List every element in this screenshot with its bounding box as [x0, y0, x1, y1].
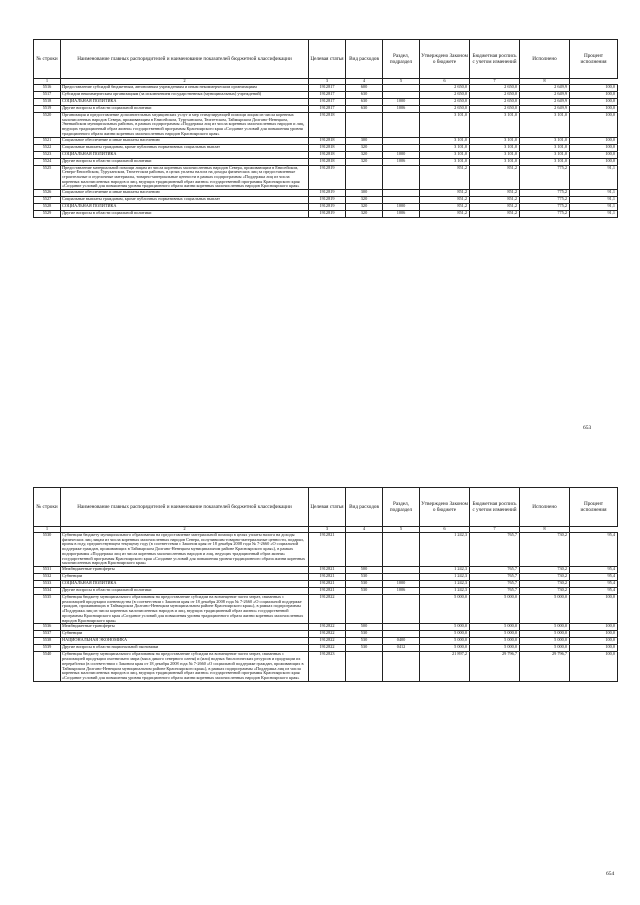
- target-article-cell: 1912822: [309, 638, 346, 645]
- schedule-amount-cell: 2 650,0: [470, 85, 520, 92]
- schedule-amount-cell: 5 000,0: [470, 645, 520, 652]
- schedule-amount-cell: 851,2: [470, 204, 520, 211]
- approved-amount-cell: 851,2: [420, 190, 470, 197]
- target-article-cell: 1912818: [309, 144, 346, 151]
- section-cell: 1006: [383, 211, 420, 218]
- row-number-cell: 5530: [34, 533, 61, 567]
- schedule-amount-cell: 3 101,0: [470, 113, 520, 138]
- budget-table: [33, 487, 618, 682]
- row-name-cell: СОЦИАЛЬНАЯ ПОЛИТИКА: [61, 99, 309, 106]
- schedule-amount-cell: 3 101,0: [470, 151, 520, 158]
- executed-amount-cell: 3 101,0: [520, 137, 570, 144]
- section-cell: 1000: [383, 99, 420, 106]
- expense-type-cell: 500: [346, 567, 383, 574]
- section-cell: [383, 652, 420, 681]
- table-row: [34, 595, 618, 624]
- schedule-amount-cell: 29 796,7: [470, 652, 520, 681]
- col-number: 3: [309, 527, 346, 533]
- col-number: 4: [346, 527, 383, 533]
- target-article-cell: 1912818: [309, 137, 346, 144]
- row-number-cell: 5523: [34, 151, 61, 158]
- table-row: [34, 92, 618, 99]
- table-row: [34, 631, 618, 638]
- executed-amount-cell: 29 796,7: [520, 652, 570, 681]
- approved-amount-cell: 3 101,0: [420, 158, 470, 165]
- schedule-amount-cell: 2 650,0: [470, 106, 520, 113]
- schedule-amount-cell: 2 650,0: [470, 92, 520, 99]
- executed-amount-cell: 2 649,9: [520, 85, 570, 92]
- section-cell: [383, 85, 420, 92]
- approved-amount-cell: 3 101,0: [420, 113, 470, 138]
- schedule-amount-cell: 851,2: [470, 211, 520, 218]
- target-article-cell: 1912819: [309, 190, 346, 197]
- header-name: Наименование главных распорядителей и наименование показателей бюджетной классификации: [61, 40, 309, 79]
- target-article-cell: 1912822: [309, 631, 346, 638]
- approved-amount-cell: 1 242,3: [420, 588, 470, 595]
- target-article-cell: 1912822: [309, 624, 346, 631]
- executed-amount-cell: 3 101,0: [520, 158, 570, 165]
- approved-amount-cell: 3 101,0: [420, 144, 470, 151]
- expense-type-cell: 600: [346, 85, 383, 92]
- percent-cell: 95,4: [570, 574, 618, 581]
- table-row: [34, 106, 618, 113]
- row-number-cell: 5528: [34, 204, 61, 211]
- expense-type-cell: 630: [346, 106, 383, 113]
- table-row: [34, 567, 618, 574]
- table-row: [34, 158, 618, 165]
- executed-amount-cell: 775,2: [520, 165, 570, 190]
- schedule-amount-cell: 5 000,0: [470, 595, 520, 624]
- row-name-cell: Субвенция бюджету муниципального образования на предоставление субсидии на возмещение части затрат, связанных с реализацией продукции оленеводства (в соответствии с Законом края от 18 декабря 2008 года № 7-2660 «О социальной поддержке граждан, проживающих в Таймырском Долгано-Ненецком муниципальном районе Красноярского края»), в рамках подпрограммы «Поддержка лиц из числа коренных малочисленных народов и лиц, ведущих традиционный образ жизни» государственной программы Красноярского края «Создание условий для повышения уровня традиционного образа жизни коренных малочисленных народов Красноярского края»: [61, 595, 309, 624]
- executed-amount-cell: 2 649,9: [520, 106, 570, 113]
- table-row: [34, 652, 618, 681]
- table-row: [34, 645, 618, 652]
- row-number-cell: 5525: [34, 165, 61, 190]
- row-name-cell: Субвенции: [61, 574, 309, 581]
- executed-amount-cell: 5 000,0: [520, 645, 570, 652]
- schedule-amount-cell: 765,7: [470, 588, 520, 595]
- expense-type-cell: 320: [346, 204, 383, 211]
- row-number-cell: 5532: [34, 574, 61, 581]
- approved-amount-cell: 3 101,0: [420, 137, 470, 144]
- executed-amount-cell: 3 101,0: [520, 113, 570, 138]
- header-exp-type: Вид расходов: [346, 40, 383, 79]
- row-name-cell: Социальные выплаты гражданам, кроме публичных нормативных социальных выплат: [61, 197, 309, 204]
- percent-cell: 100,0: [570, 85, 618, 92]
- approved-amount-cell: 3 101,0: [420, 151, 470, 158]
- schedule-amount-cell: 5 000,0: [470, 631, 520, 638]
- schedule-amount-cell: 3 101,0: [470, 137, 520, 144]
- approved-amount-cell: 851,2: [420, 211, 470, 218]
- percent-cell: 95,4: [570, 581, 618, 588]
- page-number: 653: [583, 425, 592, 431]
- table-row: [34, 211, 618, 218]
- expense-type-cell: 630: [346, 99, 383, 106]
- expense-type-cell: [346, 652, 383, 681]
- row-number-cell: 5516: [34, 85, 61, 92]
- section-cell: 1006: [383, 106, 420, 113]
- executed-amount-cell: 775,2: [520, 211, 570, 218]
- target-article-cell: 1912822: [309, 595, 346, 624]
- target-article-cell: 1912817: [309, 92, 346, 99]
- row-name-cell: Другие вопросы в области национальной экономики: [61, 645, 309, 652]
- schedule-amount-cell: 765,7: [470, 533, 520, 567]
- expense-type-cell: [346, 165, 383, 190]
- schedule-amount-cell: 765,7: [470, 581, 520, 588]
- row-name-cell: СОЦИАЛЬНАЯ ПОЛИТИКА: [61, 151, 309, 158]
- target-article-cell: 1912817: [309, 99, 346, 106]
- percent-cell: 100,0: [570, 638, 618, 645]
- table-row: [34, 197, 618, 204]
- section-cell: [383, 631, 420, 638]
- percent-cell: 100,0: [570, 624, 618, 631]
- approved-amount-cell: 851,2: [420, 165, 470, 190]
- percent-cell: 100,0: [570, 99, 618, 106]
- executed-amount-cell: 5 000,0: [520, 595, 570, 624]
- row-number-cell: 5522: [34, 144, 61, 151]
- header-target: Целевая статья: [309, 40, 346, 79]
- row-name-cell: Социальное обеспечение и иные выплаты населению: [61, 190, 309, 197]
- schedule-amount-cell: 765,7: [470, 567, 520, 574]
- header-target: Целевая статья: [309, 488, 346, 527]
- col-number: 6: [420, 527, 470, 533]
- table-row: [34, 144, 618, 151]
- approved-amount-cell: 5 000,0: [420, 595, 470, 624]
- table-row: [34, 113, 618, 138]
- table-body: [34, 533, 618, 682]
- row-number-cell: 5520: [34, 113, 61, 138]
- section-cell: [383, 567, 420, 574]
- row-number-cell: 5536: [34, 624, 61, 631]
- percent-cell: 91,1: [570, 197, 618, 204]
- row-number-cell: 5524: [34, 158, 61, 165]
- row-number-cell: 5521: [34, 137, 61, 144]
- page-number: 654: [606, 871, 615, 877]
- schedule-amount-cell: 765,7: [470, 574, 520, 581]
- executed-amount-cell: 775,2: [520, 190, 570, 197]
- target-article-cell: 1912821: [309, 588, 346, 595]
- target-article-cell: 1912818: [309, 113, 346, 138]
- row-name-cell: Субвенции бюджету муниципального образования на предоставление материальной помощи в целях уплаты налога на доходы физических лиц лицам из числа коренных малочисленных народов Севера, получившим товарно-материальные ценности, подарки, призы в году, предшествующем текущему году (в соответствии с Законом края от 18 декабря 2008 года № 7-2660 «О социальной поддержке граждан, проживающих в Таймырском Долгано-Ненецком муниципальном районе Красноярского края»), в рамках подпрограммы «Поддержка лиц из числа коренных малочисленных народов и лиц, ведущих традиционный образ жизни» государственной программы Красноярского края «Создание условий для повышения уровня традиционного образа жизни коренных малочисленных народов Красноярского края»: [61, 533, 309, 567]
- section-cell: 1000: [383, 581, 420, 588]
- schedule-amount-cell: 3 101,0: [470, 158, 520, 165]
- row-number-cell: 5526: [34, 190, 61, 197]
- section-cell: 0400: [383, 638, 420, 645]
- table-row: [34, 137, 618, 144]
- row-name-cell: Межбюджетные трансферты: [61, 567, 309, 574]
- header-num: № строки: [34, 40, 61, 79]
- header-executed: Исполнено: [520, 40, 570, 79]
- approved-amount-cell: 2 650,0: [420, 106, 470, 113]
- row-name-cell: Социальные выплаты гражданам, кроме публичных нормативных социальных выплат: [61, 144, 309, 151]
- target-article-cell: 1912821: [309, 567, 346, 574]
- row-number-cell: 5527: [34, 197, 61, 204]
- col-number: 2: [61, 527, 309, 533]
- table-row: [34, 574, 618, 581]
- percent-cell: 100,0: [570, 113, 618, 138]
- expense-type-cell: 530: [346, 574, 383, 581]
- header-percent: Процент исполнения: [570, 40, 618, 79]
- executed-amount-cell: 775,2: [520, 204, 570, 211]
- expense-type-cell: 300: [346, 190, 383, 197]
- section-cell: [383, 113, 420, 138]
- expense-type-cell: 320: [346, 151, 383, 158]
- approved-amount-cell: 851,2: [420, 197, 470, 204]
- section-cell: 0412: [383, 645, 420, 652]
- target-article-cell: 1912818: [309, 151, 346, 158]
- col-number: 4: [346, 79, 383, 85]
- approved-amount-cell: 5 000,0: [420, 638, 470, 645]
- row-name-cell: НАЦИОНАЛЬНАЯ ЭКОНОМИКА: [61, 638, 309, 645]
- section-cell: [383, 574, 420, 581]
- section-cell: 1000: [383, 204, 420, 211]
- row-name-cell: Другие вопросы в области социальной политики: [61, 106, 309, 113]
- header-section: Раздел, подраздел: [383, 40, 420, 79]
- approved-amount-cell: 2 650,0: [420, 85, 470, 92]
- executed-amount-cell: 2 649,9: [520, 99, 570, 106]
- table-row: [34, 99, 618, 106]
- target-article-cell: 1912823: [309, 652, 346, 681]
- percent-cell: 91,1: [570, 211, 618, 218]
- header-approved: Утверждено Законом о бюджете: [420, 40, 470, 79]
- row-number-cell: 5538: [34, 638, 61, 645]
- target-article-cell: 1912819: [309, 165, 346, 190]
- row-name-cell: СОЦИАЛЬНАЯ ПОЛИТИКА: [61, 204, 309, 211]
- col-number: 5: [383, 527, 420, 533]
- executed-amount-cell: 5 000,0: [520, 624, 570, 631]
- header-num: № строки: [34, 488, 61, 527]
- table-row: [34, 190, 618, 197]
- section-cell: [383, 533, 420, 567]
- section-cell: [383, 197, 420, 204]
- executed-amount-cell: 3 101,0: [520, 144, 570, 151]
- percent-cell: 100,0: [570, 631, 618, 638]
- percent-cell: 100,0: [570, 151, 618, 158]
- expense-type-cell: 630: [346, 92, 383, 99]
- executed-amount-cell: 5 000,0: [520, 638, 570, 645]
- header-schedule: Бюджетная роспись с учетом изменений: [470, 488, 520, 527]
- target-article-cell: 1912818: [309, 158, 346, 165]
- budget-table-page-1: [33, 39, 617, 218]
- expense-type-cell: 300: [346, 137, 383, 144]
- expense-type-cell: 320: [346, 197, 383, 204]
- row-name-cell: Организация и предоставление дополнительных медицинских услуг и мер стимулирующей помощи лицам из числа коренных малочисленных народов Севера, проживающим в Енисейском, Туруханском, Тюхтетском, Таймырском Долгано-Ненецком, Эвенкийском муниципальных районах, в рамках подпрограммы «Поддержка лиц из числа коренных малочисленных народов и лиц, ведущих традиционный образ жизни» государственной программы Красноярского края «Создание условий для повышения уровня традиционного образа жизни коренных малочисленных народов Красноярского края»: [61, 113, 309, 138]
- table-row: [34, 165, 618, 190]
- row-number-cell: 5539: [34, 645, 61, 652]
- col-number: 7: [470, 527, 520, 533]
- col-number: 8: [520, 79, 570, 85]
- expense-type-cell: 320: [346, 144, 383, 151]
- expense-type-cell: [346, 113, 383, 138]
- header-percent: Процент исполнения: [570, 488, 618, 527]
- row-number-cell: 5531: [34, 567, 61, 574]
- expense-type-cell: [346, 533, 383, 567]
- expense-type-cell: 530: [346, 581, 383, 588]
- col-number: 1: [34, 79, 61, 85]
- budget-table-page-2: [33, 487, 617, 682]
- schedule-amount-cell: 851,2: [470, 165, 520, 190]
- percent-cell: 100,0: [570, 144, 618, 151]
- row-number-cell: 5519: [34, 106, 61, 113]
- table-row: [34, 588, 618, 595]
- target-article-cell: 1912819: [309, 204, 346, 211]
- approved-amount-cell: 1 242,3: [420, 581, 470, 588]
- approved-amount-cell: 1 242,3: [420, 567, 470, 574]
- expense-type-cell: 530: [346, 638, 383, 645]
- table-body: [34, 85, 618, 218]
- header-name: Наименование главных распорядителей и наименование показателей бюджетной классификации: [61, 488, 309, 527]
- executed-amount-cell: 730,2: [520, 567, 570, 574]
- col-number: 3: [309, 79, 346, 85]
- row-name-cell: Субвенция бюджету муниципального образования на предоставление субсидии на возмещение части затрат, связанных с реализацией продукции охотничьего мира (мяса дикого северного оленя) и (или) водных биологических ресурсов и продукции их переработки (в соответствии с Законом края от 18 декабря 2008 года № 7-2660 «О социальной поддержке граждан, проживающих в Таймырском Долгано-Ненецком муниципальном районе Красноярского края»), в рамках подпрограммы «Поддержка лиц из числа коренных малочисленных народов и лиц, ведущих традиционный образ жизни» государственной программы Красноярского края «Создание условий для повышения уровня традиционного образа жизни коренных малочисленных народов Красноярского края»: [61, 652, 309, 681]
- percent-cell: 95,4: [570, 533, 618, 567]
- section-cell: 1006: [383, 588, 420, 595]
- approved-amount-cell: 5 000,0: [420, 624, 470, 631]
- schedule-amount-cell: 5 000,0: [470, 638, 520, 645]
- expense-type-cell: 530: [346, 631, 383, 638]
- expense-type-cell: 320: [346, 158, 383, 165]
- header-section: Раздел, подраздел: [383, 488, 420, 527]
- percent-cell: 100,0: [570, 92, 618, 99]
- target-article-cell: 1912821: [309, 574, 346, 581]
- section-cell: [383, 92, 420, 99]
- expense-type-cell: 500: [346, 624, 383, 631]
- expense-type-cell: 530: [346, 645, 383, 652]
- row-name-cell: Социальное обеспечение и иные выплаты населению: [61, 137, 309, 144]
- percent-cell: 100,0: [570, 158, 618, 165]
- executed-amount-cell: 730,2: [520, 574, 570, 581]
- target-article-cell: 1912821: [309, 581, 346, 588]
- row-number-cell: 5540: [34, 652, 61, 681]
- row-name-cell: СОЦИАЛЬНАЯ ПОЛИТИКА: [61, 581, 309, 588]
- schedule-amount-cell: 3 101,0: [470, 144, 520, 151]
- section-cell: [383, 624, 420, 631]
- expense-type-cell: 530: [346, 588, 383, 595]
- target-article-cell: 1912819: [309, 211, 346, 218]
- percent-cell: 100,0: [570, 595, 618, 624]
- col-number: 8: [520, 527, 570, 533]
- section-cell: 1000: [383, 151, 420, 158]
- table-row: [34, 638, 618, 645]
- percent-cell: 91,1: [570, 204, 618, 211]
- row-name-cell: Межбюджетные трансферты: [61, 624, 309, 631]
- table-row: [34, 204, 618, 211]
- target-article-cell: 1912817: [309, 85, 346, 92]
- approved-amount-cell: 851,2: [420, 204, 470, 211]
- schedule-amount-cell: 5 000,0: [470, 624, 520, 631]
- expense-type-cell: 320: [346, 211, 383, 218]
- section-cell: [383, 137, 420, 144]
- target-article-cell: 1912821: [309, 533, 346, 567]
- approved-amount-cell: 5 000,0: [420, 645, 470, 652]
- percent-cell: 91,1: [570, 165, 618, 190]
- target-article-cell: 1912817: [309, 106, 346, 113]
- table-row: [34, 151, 618, 158]
- header-schedule: Бюджетная роспись с учетом изменений: [470, 40, 520, 79]
- executed-amount-cell: 730,2: [520, 533, 570, 567]
- row-name-cell: Субсидии некоммерческим организациям (за исключением государственных (муниципальных) учреждений): [61, 92, 309, 99]
- approved-amount-cell: 2 650,0: [420, 92, 470, 99]
- percent-cell: 100,0: [570, 645, 618, 652]
- header-executed: Исполнено: [520, 488, 570, 527]
- executed-amount-cell: 2 649,9: [520, 92, 570, 99]
- executed-amount-cell: 730,2: [520, 581, 570, 588]
- approved-amount-cell: 1 242,3: [420, 574, 470, 581]
- row-number-cell: 5537: [34, 631, 61, 638]
- row-number-cell: 5535: [34, 595, 61, 624]
- executed-amount-cell: 730,2: [520, 588, 570, 595]
- section-cell: [383, 190, 420, 197]
- approved-amount-cell: 5 000,0: [420, 631, 470, 638]
- row-number-cell: 5518: [34, 99, 61, 106]
- executed-amount-cell: 5 000,0: [520, 631, 570, 638]
- executed-amount-cell: 3 101,0: [520, 151, 570, 158]
- row-name-cell: Другие вопросы в области социальной политики: [61, 588, 309, 595]
- target-article-cell: 1912822: [309, 645, 346, 652]
- section-cell: [383, 165, 420, 190]
- row-number-cell: 5517: [34, 92, 61, 99]
- approved-amount-cell: 1 242,3: [420, 533, 470, 567]
- row-name-cell: Предоставление материальной помощи лицам из числа коренных малочисленных народов Севера, проживающим в Енисейском, Северо-Енисейском, Туруханском, Тюхтетском районах, в целях уплаты налога на доходы физических лиц за предоставленные строительные и отделочные материалы, товарно-материальные ценности в рамках подпрограммы «Поддержка лиц из числа коренных малочисленных народов и лиц, ведущих традиционный образ жизни» государственной программы Красноярского края «Создание условий для повышения уровня традиционного образа жизни коренных малочисленных народов Красноярского края»: [61, 165, 309, 190]
- approved-amount-cell: 2 650,0: [420, 99, 470, 106]
- section-cell: [383, 595, 420, 624]
- row-number-cell: 5529: [34, 211, 61, 218]
- section-cell: 1006: [383, 158, 420, 165]
- percent-cell: 95,4: [570, 567, 618, 574]
- col-number: 7: [470, 79, 520, 85]
- percent-cell: 100,0: [570, 137, 618, 144]
- header-exp-type: Вид расходов: [346, 488, 383, 527]
- percent-cell: 91,1: [570, 190, 618, 197]
- target-article-cell: 1912819: [309, 197, 346, 204]
- executed-amount-cell: 775,2: [520, 197, 570, 204]
- expense-type-cell: [346, 595, 383, 624]
- percent-cell: 100,0: [570, 652, 618, 681]
- row-name-cell: Другие вопросы в области социальной политики: [61, 158, 309, 165]
- col-number: 1: [34, 527, 61, 533]
- header-approved: Утверждено Законом о бюджете: [420, 488, 470, 527]
- row-name-cell: Предоставление субсидий бюджетным, автономным учреждениям и иным некоммерческим организациям: [61, 85, 309, 92]
- row-number-cell: 5533: [34, 581, 61, 588]
- budget-table: [33, 39, 618, 218]
- row-name-cell: Другие вопросы в области социальной политики: [61, 211, 309, 218]
- approved-amount-cell: 21 897,2: [420, 652, 470, 681]
- section-cell: [383, 144, 420, 151]
- table-row: [34, 581, 618, 588]
- percent-cell: 100,0: [570, 106, 618, 113]
- schedule-amount-cell: 851,2: [470, 197, 520, 204]
- percent-cell: 95,4: [570, 588, 618, 595]
- schedule-amount-cell: 2 650,0: [470, 99, 520, 106]
- row-name-cell: Субвенции: [61, 631, 309, 638]
- col-number: 2: [61, 79, 309, 85]
- table-row: [34, 85, 618, 92]
- table-row: [34, 533, 618, 567]
- schedule-amount-cell: 851,2: [470, 190, 520, 197]
- row-number-cell: 5534: [34, 588, 61, 595]
- table-row: [34, 624, 618, 631]
- col-number: 6: [420, 79, 470, 85]
- col-number: 5: [383, 79, 420, 85]
